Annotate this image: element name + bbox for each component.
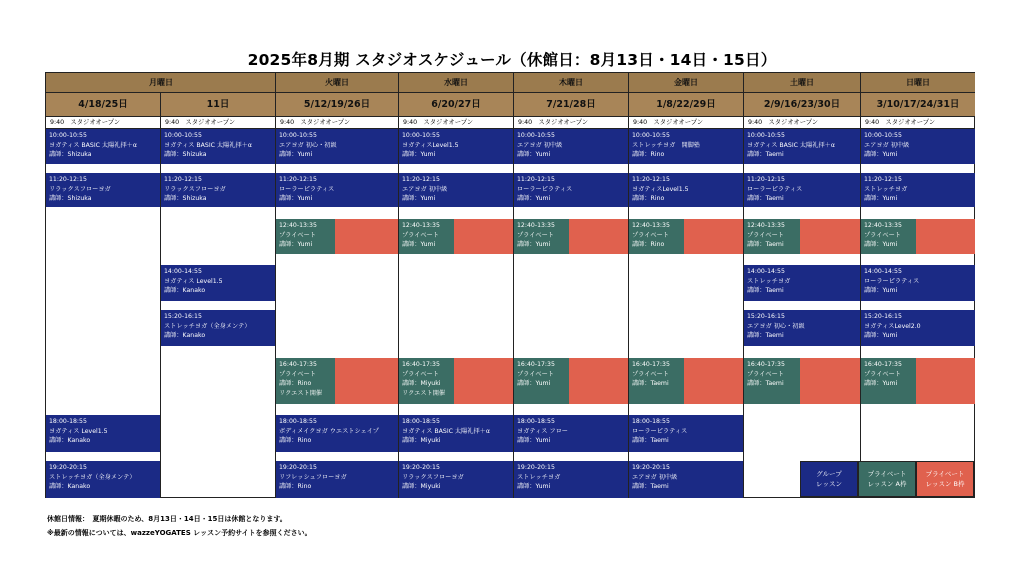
lesson-card[interactable]: 10:00-10:55 ストレッチヨガ 開脚塾 講師：Rino	[629, 129, 743, 164]
lesson-card[interactable]: 19:20-20:15 ストレッチヨガ 講師：Yumi	[514, 461, 628, 498]
private-lesson-a[interactable]: 12:40-13:35 プライベート 講師：Taemi	[744, 219, 800, 254]
lesson-card[interactable]: 15:20-16:15 ヨガティスLevel2.0 講師：Yumi	[861, 310, 975, 346]
date-header: 6/20/27日	[399, 93, 513, 117]
lesson-card[interactable]: 19:20-20:15 エアヨガ 初中級 講師：Taemi	[629, 461, 743, 498]
page-title: 2025年8月期 スタジオスケジュール（休館日：8月13日・14日・15日）	[247, 51, 777, 69]
private-lesson-b[interactable]	[335, 219, 398, 254]
date-header: 7/21/28日	[514, 93, 628, 117]
lesson-card[interactable]: 19:20-20:15 リフレッシュフローヨガ 講師：Rino	[276, 461, 398, 498]
legend-private-a: プライベート レッスン A枠	[858, 461, 916, 497]
private-lesson-a[interactable]: 12:40-13:35 プライベート 講師：Yumi	[276, 219, 335, 254]
column-thursday	[514, 73, 629, 497]
lesson-card[interactable]: 11:20-12:15 ローラーピラティス 講師：Taemi	[744, 173, 860, 207]
lesson-card[interactable]: 14:00-14:55 ローラーピラティス 講師：Yumi	[861, 265, 975, 301]
date-header: 2/9/16/23/30日	[744, 93, 860, 117]
private-lesson-a[interactable]: 16:40-17:35 プライベート 講師：Miyuki リクエスト開催	[399, 358, 454, 404]
private-lesson-b[interactable]	[684, 358, 743, 404]
lesson-card[interactable]: 11:20-12:15 リラックスフローヨガ 講師：Shizuka	[46, 173, 160, 207]
day-header-wednesday: 水曜日	[399, 73, 513, 93]
column-saturday	[744, 73, 861, 497]
private-lesson-b[interactable]	[454, 358, 513, 404]
lesson-card[interactable]: 18:00-18:55 ボディメイクヨガ ウエストシェイプ 講師：Rino	[276, 415, 398, 452]
day-header-monday: 月曜日	[46, 73, 276, 93]
lesson-card[interactable]: 10:00-10:55 ヨガティスLevel1.5 講師：Yumi	[399, 129, 513, 164]
studio-open: 9:40 スタジオオープン	[861, 117, 975, 129]
lesson-card[interactable]: 18:00-18:55 ヨガティス Level1.5 講師：Kanako	[46, 415, 160, 452]
date-header: 3/10/17/24/31日	[861, 93, 975, 117]
private-lesson-b[interactable]	[684, 219, 743, 254]
date-header: 4/18/25日	[46, 93, 160, 117]
lesson-card[interactable]: 18:00-18:55 ヨガティス フロー 講師：Yumi	[514, 415, 628, 452]
lesson-card[interactable]: 10:00-10:55 エアヨガ 初中級 講師：Yumi	[861, 129, 975, 164]
lesson-card[interactable]: 18:00-18:55 ローラーピラティス 講師：Taemi	[629, 415, 743, 452]
private-lesson-a[interactable]: 16:40-17:35 プライベート 講師：Yumi	[514, 358, 569, 404]
private-lesson-b[interactable]	[800, 358, 860, 404]
date-header: 5/12/19/26日	[276, 93, 398, 117]
column-sunday	[861, 73, 975, 497]
studio-open: 9:40 スタジオオープン	[514, 117, 628, 129]
private-lesson-b[interactable]	[916, 358, 975, 404]
private-lesson-b[interactable]	[916, 219, 975, 254]
legend-private-b: プライベート レッスン B枠	[916, 461, 974, 497]
date-header: 1/8/22/29日	[629, 93, 743, 117]
private-lesson-a[interactable]: 12:40-13:35 プライベート 講師：Yumi	[399, 219, 454, 254]
lesson-card[interactable]: 15:20-16:15 エアヨガ 初心・初級 講師：Taemi	[744, 310, 860, 346]
studio-open: 9:40 スタジオオープン	[744, 117, 860, 129]
studio-open: 9:40 スタジオオープン	[629, 117, 743, 129]
day-header-friday: 金曜日	[629, 73, 743, 93]
lesson-card[interactable]: 11:20-12:15 ローラーピラティス 講師：Yumi	[514, 173, 628, 207]
private-lesson-b[interactable]	[800, 219, 860, 254]
day-header-tuesday: 火曜日	[276, 73, 398, 93]
lesson-card[interactable]: 14:00-14:55 ヨガティス Level1.5 講師：Kanako	[161, 265, 275, 301]
studio-open: 9:40 スタジオオープン	[161, 117, 275, 129]
lesson-card[interactable]: 10:00-10:55 エアヨガ 初心・初級 講師：Yumi	[276, 129, 398, 164]
private-lesson-a[interactable]: 16:40-17:35 プライベート 講師：Taemi	[744, 358, 800, 404]
reference-note: ※最新の情報については、wazzeYOGATES レッスン予約サイトを参照ください。	[47, 529, 312, 537]
private-lesson-a[interactable]: 12:40-13:35 プライベート 講師：Rino	[629, 219, 684, 254]
column-tuesday	[276, 73, 399, 497]
lesson-card[interactable]: 10:00-10:55 ヨガティス BASIC 太陽礼拝＋α 講師：Shizuka	[46, 129, 160, 164]
lesson-card[interactable]: 10:00-10:55 ヨガティス BASIC 太陽礼拝＋α 講師：Taemi	[744, 129, 860, 164]
private-lesson-a[interactable]: 12:40-13:35 プライベート 講師：Yumi	[514, 219, 569, 254]
private-lesson-b[interactable]	[454, 219, 513, 254]
date-header: 11日	[161, 93, 275, 117]
lesson-card[interactable]: 11:20-12:15 ローラーピラティス 講師：Yumi	[276, 173, 398, 207]
private-lesson-a[interactable]: 16:40-17:35 プライベート 講師：Yumi	[861, 358, 916, 404]
lesson-card[interactable]: 10:00-10:55 ヨガティス BASIC 太陽礼拝＋α 講師：Shizuka	[161, 129, 275, 164]
studio-open: 9:40 スタジオオープン	[399, 117, 513, 129]
legend-group-lesson: グループ レッスン	[800, 461, 858, 497]
lesson-card[interactable]: 11:20-12:15 ストレッチヨガ 講師：Yumi	[861, 173, 975, 207]
footer-notes	[47, 512, 312, 540]
column-monday-1	[46, 73, 173, 497]
studio-open: 9:40 スタジオオープン	[46, 117, 160, 129]
day-header-saturday: 土曜日	[744, 73, 860, 93]
day-header-sunday: 日曜日	[861, 73, 975, 93]
lesson-card[interactable]: 18:00-18:55 ヨガティス BASIC 太陽礼拝＋α 講師：Miyuki	[399, 415, 513, 452]
lesson-card[interactable]: 19:20-20:15 ストレッチヨガ（全身メンテ） 講師：Kanako	[46, 461, 160, 498]
lesson-card[interactable]: 11:20-12:15 エアヨガ 初中級 講師：Yumi	[399, 173, 513, 207]
lesson-card[interactable]: 11:20-12:15 ヨガティスLevel1.5 講師：Rino	[629, 173, 743, 207]
column-wednesday	[399, 73, 514, 497]
lesson-card[interactable]: 11:20-12:15 リラックスフローヨガ 講師：Shizuka	[161, 173, 275, 207]
schedule-grid	[45, 72, 975, 498]
closure-text: 夏期休暇のため、8月13日・14日・15日は休館となります。	[92, 515, 287, 523]
lesson-card[interactable]: 10:00-10:55 エアヨガ 初中級 講師：Yumi	[514, 129, 628, 164]
private-lesson-b[interactable]	[335, 358, 398, 404]
lesson-card[interactable]: 14:00-14:55 ストレッチヨガ 講師：Taemi	[744, 265, 860, 301]
private-lesson-a[interactable]: 16:40-17:35 プライベート 講師：Taemi	[629, 358, 684, 404]
private-lesson-a[interactable]: 12:40-13:35 プライベート 講師：Yumi	[861, 219, 916, 254]
column-monday-2	[161, 73, 276, 497]
private-lesson-b[interactable]	[569, 358, 628, 404]
day-header-thursday: 木曜日	[514, 73, 628, 93]
private-lesson-a[interactable]: 16:40-17:35 プライベート 講師：Rino リクエスト開催	[276, 358, 335, 404]
studio-open: 9:40 スタジオオープン	[276, 117, 398, 129]
closure-label: 休館日情報：	[47, 515, 86, 523]
lesson-card[interactable]: 15:20-16:15 ストレッチヨガ（全身メンテ） 講師：Kanako	[161, 310, 275, 346]
private-lesson-b[interactable]	[569, 219, 628, 254]
column-friday	[629, 73, 744, 497]
lesson-card[interactable]: 19:20-20:15 リラックスフローヨガ 講師：Miyuki	[399, 461, 513, 498]
